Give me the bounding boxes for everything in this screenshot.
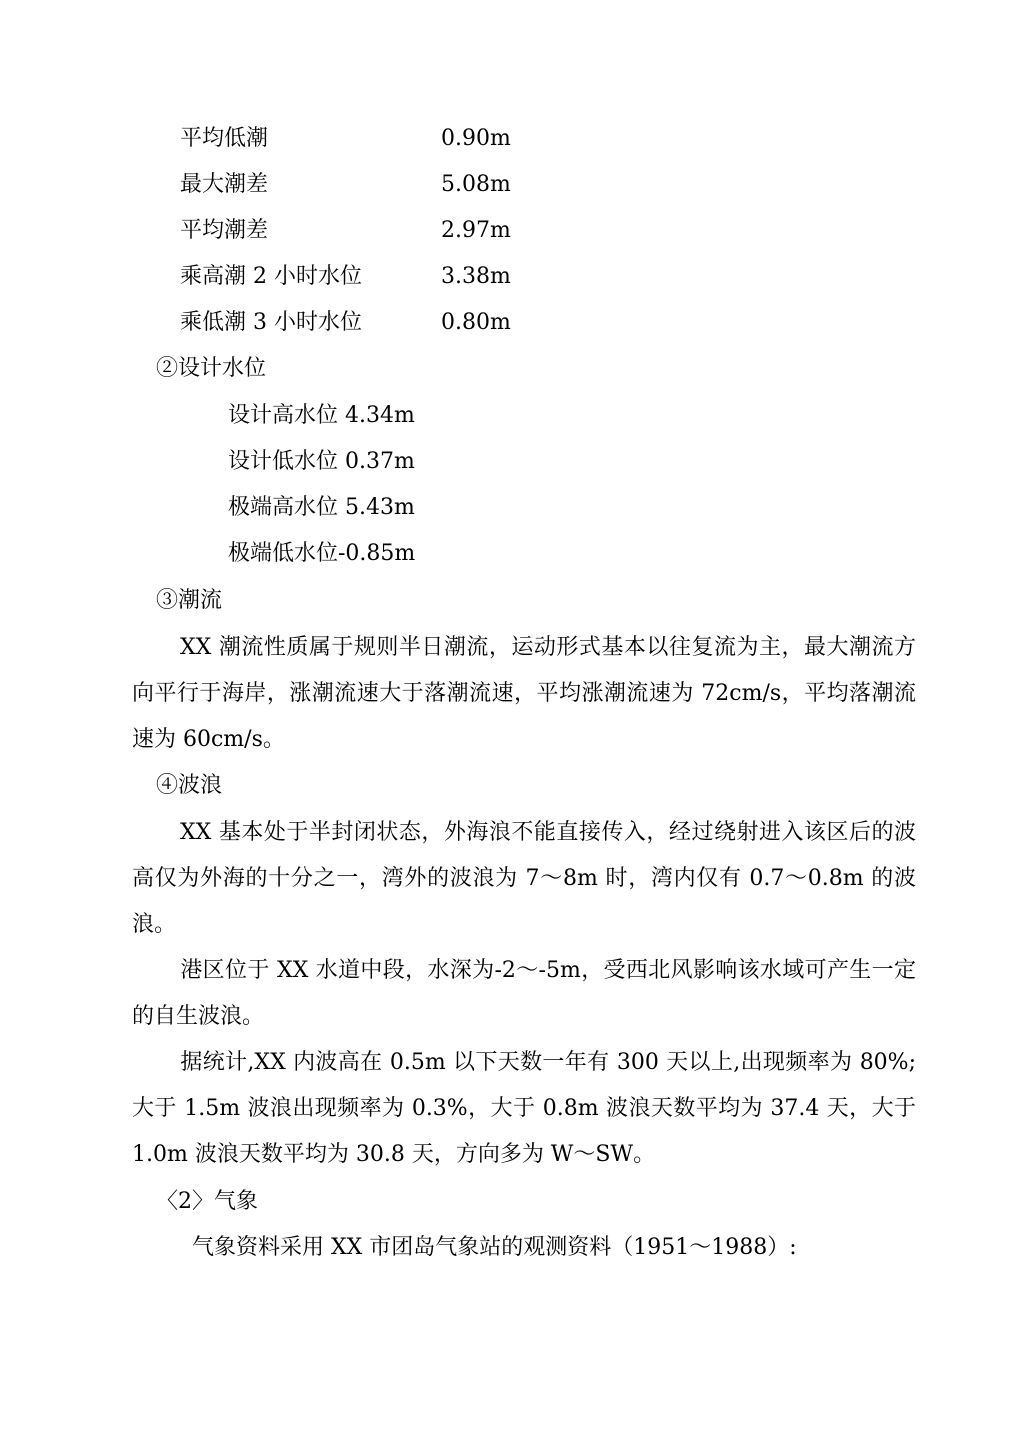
tide-label: 乘低潮 3 小时水位 xyxy=(180,310,362,335)
tide-value: 2.97m xyxy=(441,218,511,243)
tide-label: 平均低潮 xyxy=(180,126,269,151)
tide-label: 平均潮差 xyxy=(180,218,269,243)
section-heading-waves: ④波浪 xyxy=(156,773,223,798)
paragraph-text: 港区位于 XX 水道中段，水深为-2～-5m，受西北风影响该水域可产生一定的自生波浪。 xyxy=(132,958,916,1029)
design-water-item: 设计低水位 0.37m xyxy=(228,449,415,474)
weather-intro: 气象资料采用 XX 市团岛气象站的观测资料（1951～1988）: xyxy=(192,1235,797,1260)
paragraph-waves-2 xyxy=(132,948,916,1040)
tide-value: 3.38m xyxy=(441,264,511,289)
paragraph-tidal-current xyxy=(132,625,916,763)
paragraph-text: XX 潮流性质属于规则半日潮流，运动形式基本以往复流为主，最大潮流方向平行于海岸，涨潮流速大于落潮流速，平均涨潮流速为 72cm/s，平均落潮流速为 60cm/s。 xyxy=(132,635,916,752)
design-water-item: 极端高水位 5.43m xyxy=(228,495,415,520)
paragraph-text: XX 基本处于半封闭状态，外海浪不能直接传入，经过绕射进入该区后的波高仅为外海的十分之一，湾外的波浪为 7～8m 时，湾内仅有 0.7～0.8m 的波浪。 xyxy=(132,820,916,937)
tide-label: 最大潮差 xyxy=(180,172,269,197)
tide-label: 乘高潮 2 小时水位 xyxy=(180,264,362,289)
design-water-item: 设计高水位 4.34m xyxy=(228,403,415,428)
paragraph-text: 据统计,XX 内波高在 0.5m 以下天数一年有 300 天以上,出现频率为 80%;大于 1.5m 波浪出现频率为 0.3%，大于 0.8m 波浪天数平均为 37.4 天，大于 1.0m 波浪天数平均为 30.8 天，方向多为 W～SW。 xyxy=(132,1050,916,1167)
paragraph-waves-3 xyxy=(132,1040,916,1178)
tide-value: 5.08m xyxy=(441,172,511,197)
tide-value: 0.90m xyxy=(441,126,511,151)
section-heading-tidal-current: ③潮流 xyxy=(156,588,223,613)
design-water-item: 极端低水位-0.85m xyxy=(228,541,416,566)
section-heading-weather: 〈2〉气象 xyxy=(156,1189,258,1214)
paragraph-waves-1 xyxy=(132,810,916,948)
tide-value: 0.80m xyxy=(441,310,511,335)
section-heading-design-water: ②设计水位 xyxy=(156,356,267,381)
